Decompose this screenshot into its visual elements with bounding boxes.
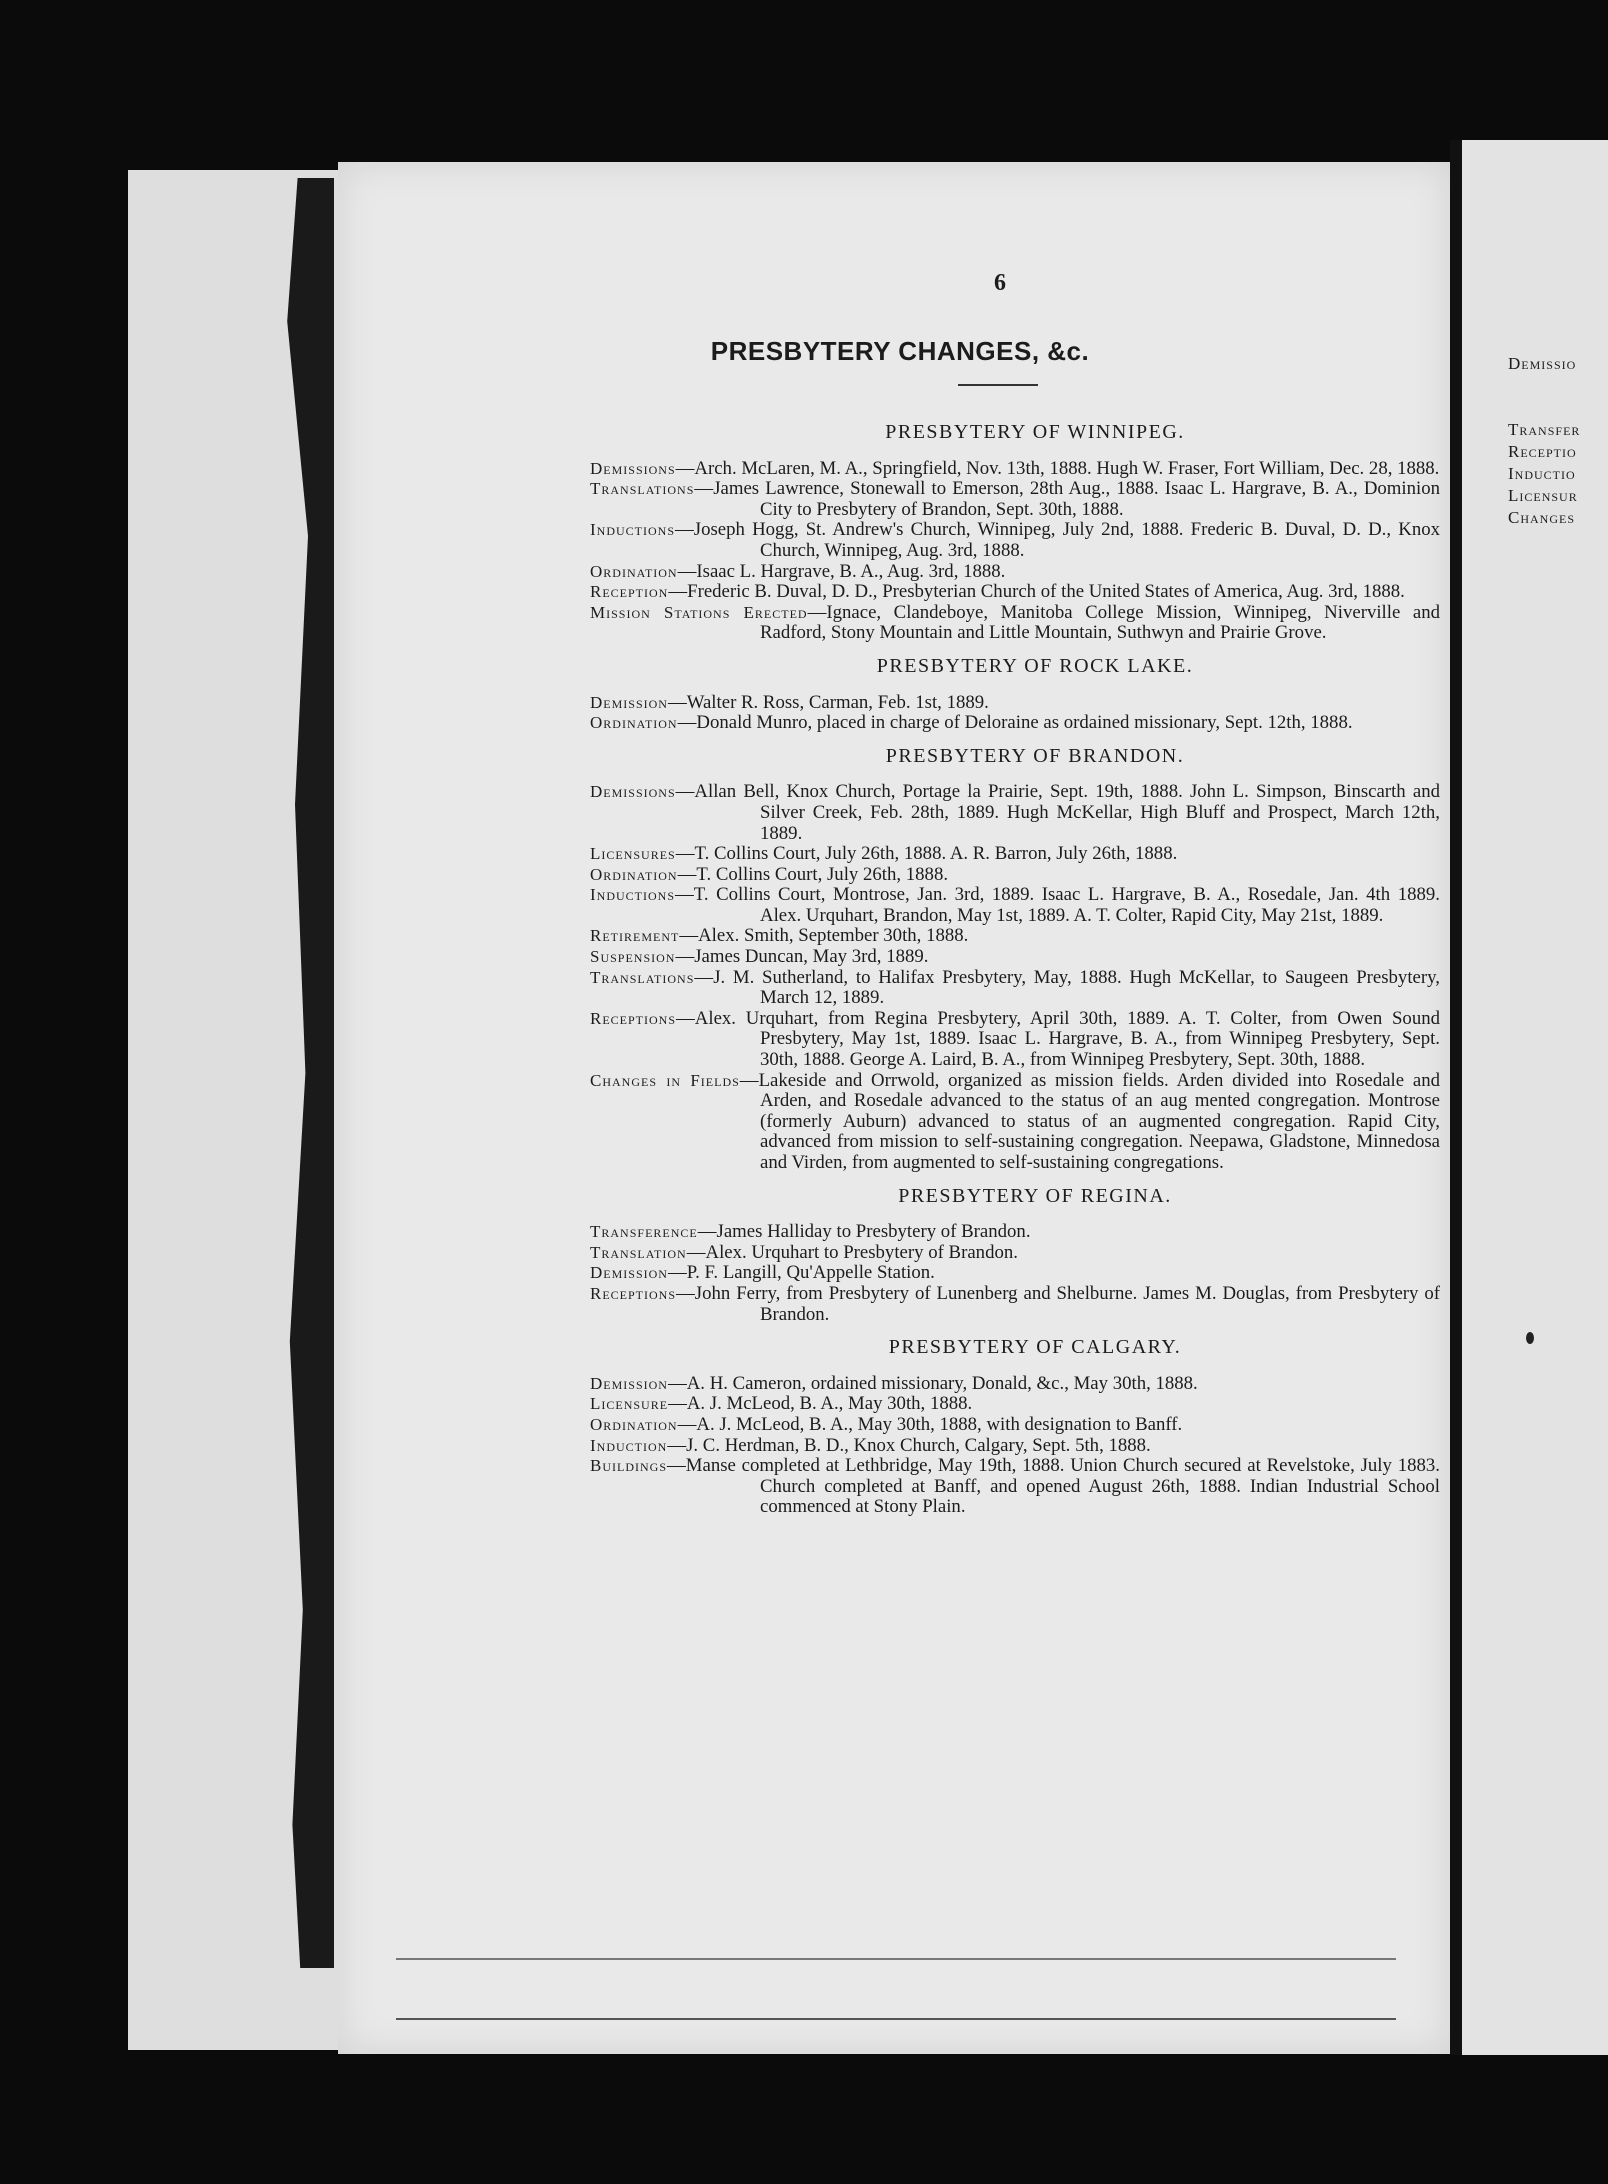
entry-text: —Alex. Urquhart to Presbytery of Brandon. bbox=[686, 1241, 1018, 1263]
change-entry bbox=[590, 693, 1440, 714]
change-entry bbox=[590, 1009, 1440, 1071]
entry-label: Suspension bbox=[590, 947, 676, 967]
presbytery-section bbox=[590, 656, 1440, 734]
entry-text: —T. Collins Court, Montrose, Jan. 3rd, 1889. Isaac L. Hargrave, B. A., Rosedale, Jan. 4th 1889. Alex. Urquhart, Brandon, May 1st, 1889. A. T. Colter, Rapid City, May 21st, 1889. bbox=[675, 884, 1440, 926]
ink-spot bbox=[1526, 1332, 1534, 1344]
section-heading: PRESBYTERY OF CALGARY. bbox=[888, 1336, 1182, 1359]
page-body bbox=[590, 410, 1440, 1518]
entry-text: —Joseph Hogg, St. Andrew's Church, Winnipeg, July 2nd, 1888. Frederic B. Duval, D. D., Knox Church, Winnipeg, Aug. 3rd, 1888. bbox=[675, 519, 1440, 561]
change-entry bbox=[590, 885, 1440, 926]
section-heading: PRESBYTERY OF BRANDON. bbox=[885, 744, 1185, 767]
entry-label: Inductions bbox=[590, 885, 675, 905]
entry-label: Demission bbox=[590, 1373, 668, 1393]
entry-text: —A. H. Cameron, ordained missionary, Donald, &c., May 30th, 1888. bbox=[667, 1372, 1198, 1394]
entry-label: Demissions bbox=[590, 458, 676, 478]
entry-label: Retirement bbox=[590, 926, 680, 946]
entry-text: —A. J. McLeod, B. A., May 30th, 1888. bbox=[668, 1393, 973, 1415]
section-heading: PRESBYTERY OF ROCK LAKE. bbox=[876, 654, 1194, 677]
presbytery-section bbox=[590, 1186, 1440, 1326]
entry-text: —James Lawrence, Stonewall to Emerson, 28th Aug., 1888. Isaac L. Hargrave, B. A., Dominion City to Presbytery of Brandon, Sept. 30th, 1888. bbox=[694, 478, 1440, 520]
change-entry bbox=[590, 865, 1440, 886]
change-entry bbox=[590, 968, 1440, 1009]
entry-label: Ordination bbox=[590, 1414, 678, 1434]
change-entry bbox=[590, 479, 1440, 520]
change-entry bbox=[590, 1284, 1440, 1325]
entry-label: Induction bbox=[590, 1435, 668, 1455]
entry-label: Buildings bbox=[590, 1456, 667, 1476]
page-number: 6 bbox=[994, 270, 1006, 296]
entry-text: —Walter R. Ross, Carman, Feb. 1st, 1889. bbox=[667, 691, 989, 713]
title-rule bbox=[958, 384, 1038, 386]
entry-text: —J. C. Herdman, B. D., Knox Church, Calgary, Sept. 5th, 1888. bbox=[667, 1434, 1151, 1456]
change-entry bbox=[590, 947, 1440, 968]
entry-label: Demissions bbox=[590, 782, 676, 802]
entry-text: —Alex. Urquhart, from Regina Presbytery, April 30th, 1889. A. T. Colter, from Owen Sound Presbytery, May 1st, 1889. Isaac L. Hargrave, B. A., from Winnipeg Presbytery, Sept. 30th, 1888. George A. Laird, B. A., from Winnipeg Presbytery, Sept. 30th, 1888. bbox=[676, 1007, 1440, 1071]
entry-label: Inductions bbox=[590, 520, 675, 540]
facing-line: Receptio bbox=[1508, 442, 1577, 461]
presbytery-section bbox=[590, 746, 1440, 1174]
presbytery-section bbox=[590, 422, 1440, 644]
change-entry bbox=[590, 844, 1440, 865]
page-title: PRESBYTERY CHANGES, &c. bbox=[710, 336, 1090, 366]
entry-label: Translation bbox=[590, 1242, 687, 1262]
entry-label: Demission bbox=[590, 1263, 668, 1283]
change-entry bbox=[590, 1071, 1440, 1174]
change-entry bbox=[590, 1394, 1440, 1415]
entry-label: Demission bbox=[590, 692, 668, 712]
section-heading: PRESBYTERY OF REGINA. bbox=[898, 1184, 1172, 1207]
change-entry bbox=[590, 562, 1440, 583]
page-bottom-edge bbox=[396, 1958, 1396, 2020]
change-entry bbox=[590, 582, 1440, 603]
entry-text: —John Ferry, from Presbytery of Lunenberg and Shelburne. James M. Douglas, from Presbytery of Brandon. bbox=[676, 1282, 1440, 1325]
change-entry bbox=[590, 459, 1440, 480]
entry-label: Ordination bbox=[590, 713, 678, 733]
entry-text: —T. Collins Court, July 26th, 1888. A. R. Barron, July 26th, 1888. bbox=[675, 843, 1178, 865]
change-entry bbox=[590, 1263, 1440, 1284]
change-entry bbox=[590, 1222, 1440, 1243]
facing-page bbox=[1462, 140, 1608, 2055]
facing-line: Licensur bbox=[1508, 486, 1578, 505]
entry-label: Ordination bbox=[590, 561, 678, 581]
entry-text: —Donald Munro, placed in charge of Deloraine as ordained missionary, Sept. 12th, 1888. bbox=[677, 712, 1353, 734]
entry-text: —James Duncan, May 3rd, 1889. bbox=[675, 946, 929, 968]
change-entry bbox=[590, 1374, 1440, 1395]
entry-label: Ordination bbox=[590, 864, 678, 884]
entry-text: —Arch. McLaren, M. A., Springfield, Nov. 13th, 1888. Hugh W. Fraser, Fort William, Dec. 28, 1888. bbox=[675, 457, 1440, 479]
presbytery-section bbox=[590, 1337, 1440, 1518]
change-entry bbox=[590, 603, 1440, 644]
entry-text: —Frederic B. Duval, D. D., Presbyterian Church of the United States of America, Aug. 3rd, 1888. bbox=[668, 581, 1405, 603]
entry-text: —Allan Bell, Knox Church, Portage la Prairie, Sept. 19th, 1888. John L. Simpson, Binscarth and Silver Creek, Feb. 28th, 1889. Hugh McKellar, High Bluff and Prospect, March 12th, 1889. bbox=[675, 781, 1440, 844]
entry-label: Translations bbox=[590, 967, 695, 987]
change-entry bbox=[590, 520, 1440, 561]
change-entry bbox=[590, 713, 1440, 734]
change-entry bbox=[590, 782, 1440, 844]
entry-label: Translations bbox=[590, 479, 695, 499]
change-entry bbox=[590, 1436, 1440, 1457]
facing-line: Inductio bbox=[1508, 464, 1576, 483]
entry-label: Receptions bbox=[590, 1283, 677, 1303]
entry-text: —T. Collins Court, July 26th, 1888. bbox=[677, 863, 949, 885]
entry-text: —Ignace, Clandeboye, Manitoba College Mission, Winnipeg, Niverville and Radford, Stony Mountain and Little Mountain, Suthwyn and Prairie Grove. bbox=[760, 601, 1441, 644]
change-entry bbox=[590, 926, 1440, 947]
entry-label: Changes in Fields bbox=[590, 1070, 740, 1090]
entry-text: —Isaac L. Hargrave, B. A., Aug. 3rd, 1888. bbox=[677, 560, 1006, 582]
change-entry bbox=[590, 1415, 1440, 1436]
entry-text: —James Halliday to Presbytery of Brandon. bbox=[697, 1221, 1031, 1243]
facing-line: Changes bbox=[1508, 508, 1576, 527]
change-entry bbox=[590, 1456, 1440, 1518]
facing-line: Transfer bbox=[1508, 420, 1581, 439]
entry-label: Receptions bbox=[590, 1008, 677, 1028]
entry-label: Reception bbox=[590, 582, 669, 602]
page-gutter bbox=[1450, 140, 1462, 2055]
entry-label: Transference bbox=[590, 1222, 698, 1242]
entry-text: —Manse completed at Lethbridge, May 19th, 1888. Union Church secured at Revelstoke, July 1883. Church completed at Banff, and opened August 26th, 1888. Indian Industrial School commenced at Stony Plain. bbox=[667, 1455, 1440, 1518]
facing-line: Demissio bbox=[1508, 354, 1577, 373]
entry-text: —P. F. Langill, Qu'Appelle Station. bbox=[667, 1262, 935, 1284]
entry-label: Mission Stations Erected bbox=[590, 602, 808, 622]
section-heading: PRESBYTERY OF WINNIPEG. bbox=[885, 421, 1185, 443]
entry-label: Licensure bbox=[590, 1394, 669, 1414]
entry-text: —A. J. McLeod, B. A., May 30th, 1888, with designation to Banff. bbox=[677, 1413, 1183, 1435]
entry-label: Licensures bbox=[590, 844, 676, 864]
entry-text: —Alex. Smith, September 30th, 1888. bbox=[679, 925, 969, 947]
entry-text: —J. M. Sutherland, to Halifax Presbytery, May, 1888. Hugh McKellar, to Saugeen Presbytery, March 12, 1889. bbox=[694, 966, 1440, 1009]
entry-text: —Lakeside and Orrwold, organized as mission fields. Arden divided into Rosedale and Arden, and Rosedale advanced to the status of an aug mented congregation. Montrose (formerly Auburn) advanced to status of an augmented congregation. Rapid City, advanced from mission to self-sustaining congregation. Neepawa, Gladstone, Minnedosa and Virden, from augmented to self-sustaining congregations. bbox=[739, 1069, 1440, 1173]
change-entry bbox=[590, 1243, 1440, 1264]
